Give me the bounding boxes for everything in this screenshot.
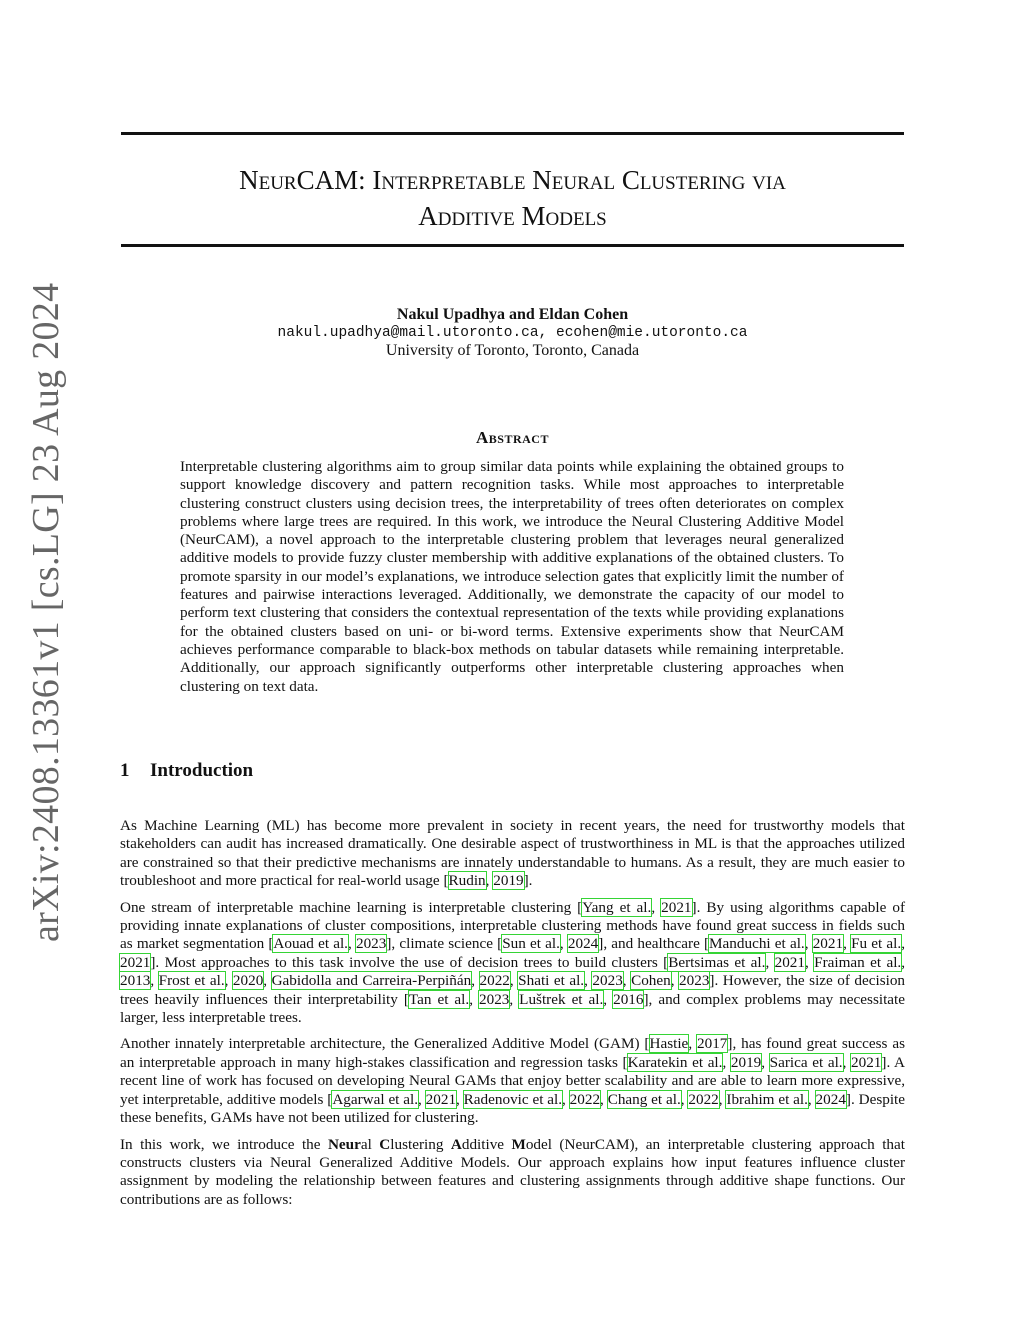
text-run: , xyxy=(901,935,905,953)
author-names: Nakul Upadhya and Eldan Cohen xyxy=(396,306,629,323)
citation-link[interactable]: Gabidolla and Carreira-Perpiñán xyxy=(271,972,472,990)
text-run: , xyxy=(761,1053,770,1071)
text-run: , xyxy=(418,1090,426,1108)
citation-link[interactable]: Agarwal et al. xyxy=(332,1090,419,1108)
citation-link[interactable]: 2013 xyxy=(120,972,151,990)
text-run: , xyxy=(559,935,568,953)
bold-run: A xyxy=(450,1135,462,1153)
citation-link[interactable]: 2020 xyxy=(232,972,264,990)
text-run: , xyxy=(807,1090,816,1108)
citation-link[interactable]: Fu et al. xyxy=(851,935,902,953)
text-run: ]. xyxy=(523,872,533,890)
text-run: , xyxy=(622,972,632,990)
citation-link[interactable]: Rudin xyxy=(448,872,486,890)
text-run: ], climate science [ xyxy=(386,935,503,953)
text-run: ], and healthcare [ xyxy=(598,935,710,953)
title-line-2: Additive Models xyxy=(418,201,607,231)
text-run: , xyxy=(722,1053,731,1071)
section-heading-introduction xyxy=(120,760,253,782)
text-run: , xyxy=(688,1035,698,1053)
citation-link[interactable]: Chang et al. xyxy=(607,1090,681,1108)
text-run: ], has found great success as an interpretable approach in many high-stakes classification and regression tasks [ xyxy=(120,1035,905,1071)
text-run: , xyxy=(584,972,593,990)
citation-link[interactable]: Frost et al. xyxy=(158,972,225,990)
text-run: , xyxy=(347,935,356,953)
citation-link[interactable]: 2023 xyxy=(679,972,710,990)
text-run: As Machine Learning (ML) has become more prevalent in society in recent years, the need for trustworthy models that stakeholders can audit has increased dramatically. One desirable aspect of trustworthiness in ML is that the approaches utilized are constrained so that their predictive mechanisms are innately understandable to humans. As a result, they are much easier to troubleshoot and more practical for real-world usage [ xyxy=(120,817,905,890)
citation-link[interactable]: Luštrek et al. xyxy=(519,990,604,1008)
text-run: , xyxy=(842,1053,852,1071)
title-bottom-rule xyxy=(121,244,904,247)
citation-link[interactable]: 2019 xyxy=(493,872,524,890)
citation-link[interactable]: 2022 xyxy=(479,972,510,990)
text-run: One stream of interpretable machine learning is interpretable clustering [ xyxy=(120,898,583,916)
citation-link[interactable]: Fraiman et al. xyxy=(814,953,902,971)
author-affiliation: University of Toronto, Toronto, Canada xyxy=(385,342,640,359)
citation-link[interactable]: Sarica et al. xyxy=(769,1053,843,1071)
citation-link[interactable]: Bertsimas et al. xyxy=(668,953,766,971)
text-run: , xyxy=(150,972,159,990)
author-block xyxy=(121,306,904,360)
bold-run: C xyxy=(379,1135,391,1153)
text-run: , xyxy=(843,935,852,953)
bold-run: Neur xyxy=(327,1135,361,1153)
citation-link[interactable]: Radenovic et al. xyxy=(463,1090,563,1108)
arxiv-identifier-stamp: arXiv:2408.13361v1 [cs.LG] 23 Aug 2024 xyxy=(25,282,67,942)
citation-link[interactable]: 2024 xyxy=(815,1090,846,1108)
citation-link[interactable]: 2021 xyxy=(851,1053,882,1071)
citation-link[interactable]: Manduchi et al. xyxy=(709,935,805,953)
citation-link[interactable]: Yang et al. xyxy=(582,898,652,916)
citation-link[interactable]: 2024 xyxy=(567,935,599,953)
text-run: , xyxy=(471,972,480,990)
text-run: ]. A recent line of work has focused on developing Neural GAMs that enjoy better scalability and are able to learn more expressive, yet interpretable, additive models [ xyxy=(120,1053,905,1108)
citation-link[interactable]: 2022 xyxy=(688,1090,719,1108)
citation-link[interactable]: 2019 xyxy=(730,1053,762,1071)
text-run: , xyxy=(680,1090,689,1108)
text-run: , xyxy=(562,1090,570,1108)
paragraph xyxy=(120,817,905,891)
citation-link[interactable]: Sun et al. xyxy=(502,935,560,953)
citation-link[interactable]: 2021 xyxy=(661,898,692,916)
citation-link[interactable]: Cohen xyxy=(631,972,671,990)
author-emails[interactable]: nakul.upadhya@mail.utoronto.ca, ecohen@mie.utoronto.ca xyxy=(277,325,748,341)
text-run: , xyxy=(600,1090,608,1108)
citation-link[interactable]: 2017 xyxy=(697,1035,728,1053)
paper-title xyxy=(121,162,904,234)
text-run: dditive xyxy=(461,1135,512,1153)
text-run: , xyxy=(509,972,519,990)
text-run: , xyxy=(469,990,479,1008)
text-run: , xyxy=(509,990,520,1008)
citation-link[interactable]: 2021 xyxy=(120,953,151,971)
abstract-heading: Abstract xyxy=(476,428,549,447)
text-run: ]. Most approaches to this task involve the use of decision trees to build clusters [ xyxy=(150,953,669,971)
text-run: , xyxy=(765,953,775,971)
text-run: , xyxy=(651,898,662,916)
paragraph xyxy=(120,899,905,1028)
text-run: , xyxy=(901,953,906,971)
abstract-body xyxy=(180,458,844,696)
citation-link[interactable]: 2021 xyxy=(425,1090,457,1108)
citation-link[interactable]: Tan et al. xyxy=(408,990,470,1008)
section-title: Introduction xyxy=(150,760,254,781)
text-run: , xyxy=(456,1090,464,1108)
citation-link[interactable]: 2022 xyxy=(569,1090,601,1108)
abstract-text: Interpretable clustering algorithms aim to group similar data points while explaining the obtained groups to support knowledge discovery and pattern recognition tasks. While most approaches to interpretable clustering construct clusters using decision trees, the interpretability of trees often deteriorates on complex problems where large trees are required. In this work, we introduce the Neural Clustering Additive Model (NeurCAM), a novel approach to the interpretable clustering problem that leverages neural generalized additive models to provide fuzzy cluster membership with additive explanations of the obtained clusters. To promote sparsity in our model’s explanations, we introduce selection gates that explicitly limit the number of features and pairwise interactions leveraged. Additionally, we demonstrate the capacity of our model to perform text clustering that considers the contextual representation of the texts while providing explanations for the obtained clusters based on uni- or bi-word terms. Extensive experiments show that NeurCAM achieves performance comparable to black-box methods on tabular datasets while remaining interpretable. Additionally, our approach significantly outperforms other interpretable clustering approaches when clustering on text data. xyxy=(180,458,844,695)
citation-link[interactable]: Shati et al. xyxy=(518,972,585,990)
text-run: In this work, we introduce the xyxy=(120,1135,328,1153)
bold-run: M xyxy=(511,1135,526,1153)
citation-link[interactable]: Karatekin et al. xyxy=(627,1053,723,1071)
citation-link[interactable]: 2023 xyxy=(355,935,387,953)
citation-link[interactable]: Ibrahim et al. xyxy=(726,1090,808,1108)
text-run: Another innately interpretable architecture, the Generalized Additive Model (GAM) [ xyxy=(120,1035,650,1053)
citation-link[interactable]: 2016 xyxy=(613,990,644,1008)
paragraph xyxy=(120,1136,905,1210)
text-run: ], and complex problems may necessitate larger, less interpretable trees. xyxy=(120,990,905,1027)
text-run: , xyxy=(263,972,272,990)
citation-link[interactable]: 2021 xyxy=(812,935,844,953)
text-run: , xyxy=(804,953,815,971)
text-run: ]. Despite these benefits, GAMs have not been utilized for clustering. xyxy=(120,1090,905,1127)
title-top-rule xyxy=(121,132,904,135)
introduction-body xyxy=(120,817,905,1217)
section-number: 1 xyxy=(120,760,130,781)
text-run: , xyxy=(804,935,813,953)
citation-link[interactable]: Aouad et al. xyxy=(273,935,348,953)
text-run: al xyxy=(360,1135,380,1153)
paragraph xyxy=(120,1035,905,1127)
text-run: odel (NeurCAM), an interpretable clustering approach that constructs clusters via Neural Generalized Additive Models. Our approach explains how input features influence cluster assignment by modeling the relationship between features and clustering assignments through additive shape functions. Our contributions are as follows: xyxy=(120,1135,905,1208)
text-run: , xyxy=(603,990,614,1008)
text-run: lustering xyxy=(390,1135,451,1153)
citation-link[interactable]: 2023 xyxy=(592,972,623,990)
text-run: , xyxy=(224,972,233,990)
citation-link[interactable]: 2021 xyxy=(774,953,805,971)
citation-link[interactable]: 2023 xyxy=(479,990,510,1008)
text-run: ]. However, the size of decision trees heavily influences their interpretability [ xyxy=(120,972,906,1008)
text-run: ]. By using algorithms capable of providing innate explanations of cluster compositions, interpretable clustering methods have found great success in fields such as market segmentation [ xyxy=(120,898,906,953)
text-run: , xyxy=(485,872,494,890)
text-run: , xyxy=(670,972,680,990)
text-run: , xyxy=(718,1090,727,1108)
citation-link[interactable]: Hastie xyxy=(649,1035,689,1053)
title-line-1: NeurCAM: Interpretable Neural Clustering via xyxy=(239,165,786,195)
